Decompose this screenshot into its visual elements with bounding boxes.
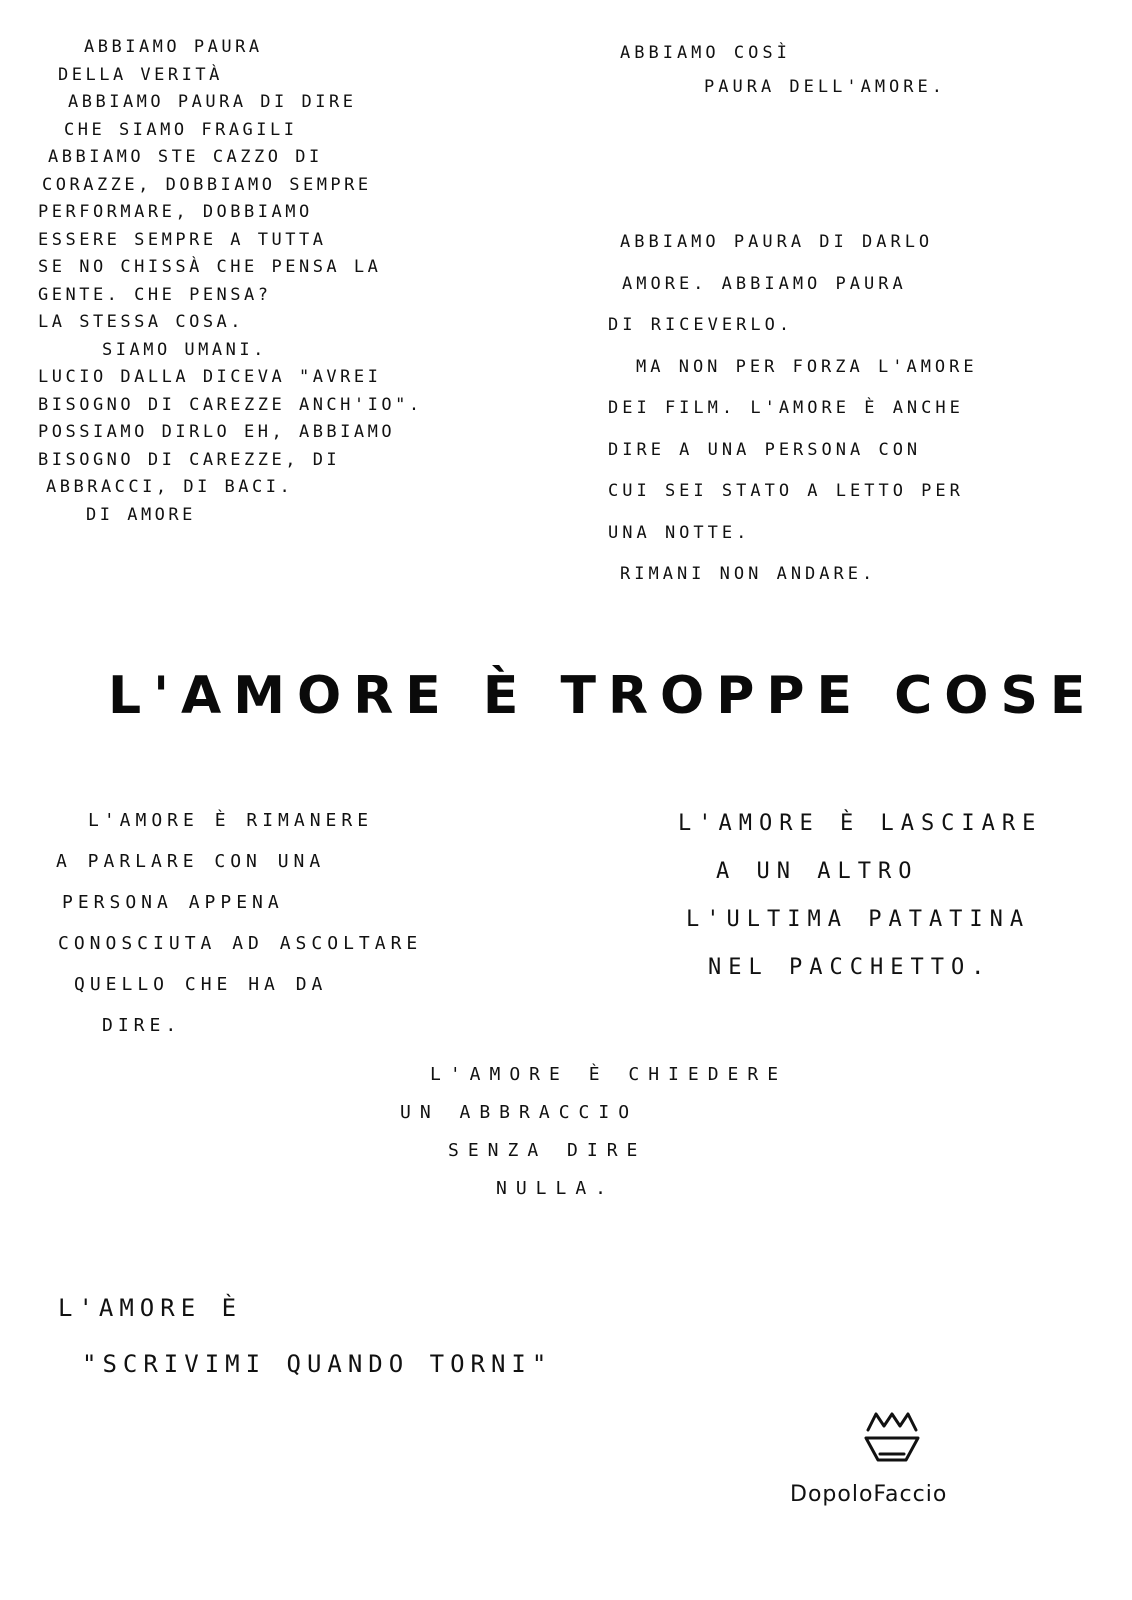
text-line: CHE SIAMO FRAGILI: [64, 119, 298, 140]
boat-logo-icon: [860, 1408, 924, 1472]
text-line: A UN ALTRO: [716, 859, 919, 884]
text-line: DELLA VERITÀ: [58, 64, 223, 85]
text-line: ABBRACCI, DI BACI.: [46, 477, 294, 497]
text-line: DIRE.: [102, 1015, 182, 1036]
text-line: LA STESSA COSA.: [38, 312, 245, 332]
text-block-abbraccio: [400, 1056, 920, 1208]
text-line: QUELLO CHE HA DA: [74, 974, 328, 995]
text-line: L'AMORE È: [58, 1294, 243, 1322]
text-line: BISOGNO DI CAREZZE, DI: [38, 449, 341, 470]
text-line: DIRE A UNA PERSONA CON: [608, 439, 922, 460]
text-block-dare-amore: [608, 222, 1088, 596]
text-line: RIMANI NON ANDARE.: [620, 564, 877, 584]
text-line: ABBIAMO STE CAZZO DI: [48, 147, 323, 167]
text-line: NULLA.: [496, 1178, 616, 1199]
text-line: ABBIAMO PAURA: [84, 37, 263, 57]
text-line: AMORE. ABBIAMO PAURA: [622, 273, 907, 294]
text-line: SE NO CHISSÀ CHE PENSA LA: [38, 257, 382, 277]
text-block-paura-verita: [38, 34, 538, 529]
text-line: CONOSCIUTA AD ASCOLTARE: [58, 933, 423, 954]
signature: [790, 1408, 1010, 1538]
text-line: PERFORMARE, DOBBIAMO: [38, 202, 313, 222]
text-line: SENZA DIRE: [448, 1140, 647, 1161]
text-line: DI AMORE: [86, 504, 196, 525]
text-line: GENTE. CHE PENSA?: [38, 284, 272, 305]
text-block-scrivimi: [58, 1280, 678, 1392]
text-line: L'AMORE È RIMANERE: [88, 810, 374, 831]
text-block-rimanere: [56, 800, 536, 1046]
signature-text: DopoloFaccio: [790, 1482, 948, 1507]
text-line: MA NON PER FORZA L'AMORE: [636, 356, 978, 377]
headline: L'AMORE È TROPPE COSE: [108, 666, 1098, 726]
text-line: L'AMORE È CHIEDERE: [430, 1064, 788, 1085]
text-line: L'ULTIMA PATATINA: [686, 907, 1031, 932]
text-line: SIAMO UMANI.: [102, 339, 267, 360]
text-line: ABBIAMO PAURA DI DIRE: [68, 92, 357, 112]
text-line: LUCIO DALLA DICEVA "AVREI: [38, 367, 382, 387]
text-line: A PARLARE CON UNA: [56, 851, 326, 872]
text-line: L'AMORE È LASCIARE: [678, 811, 1043, 836]
text-line: "SCRIVIMI QUANDO TORNI": [82, 1350, 553, 1378]
text-line: PAURA DELL'AMORE.: [704, 77, 946, 97]
text-line: DI RICEVERLO.: [608, 315, 794, 335]
text-line: CUI SEI STATO A LETTO PER: [608, 481, 964, 501]
text-line: BISOGNO DI CAREZZE ANCH'IO".: [38, 394, 423, 415]
text-line: UN ABBRACCIO: [400, 1102, 639, 1123]
text-line: CORAZZE, DOBBIAMO SEMPRE: [42, 174, 372, 195]
text-line: PERSONA APPENA: [62, 892, 284, 913]
text-line: NEL PACCHETTO.: [708, 955, 992, 980]
text-line: DEI FILM. L'AMORE È ANCHE: [608, 398, 964, 418]
text-line: ABBIAMO COSÌ: [620, 43, 791, 63]
text-line: POSSIAMO DIRLO EH, ABBIAMO: [38, 422, 396, 442]
text-block-paura-amore: [620, 36, 1080, 104]
text-line: ABBIAMO PAURA DI DARLO: [620, 232, 934, 252]
text-line: ESSERE SEMPRE A TUTTA: [38, 229, 327, 250]
text-block-patatina: [678, 800, 1098, 992]
text-line: UNA NOTTE.: [608, 522, 751, 543]
